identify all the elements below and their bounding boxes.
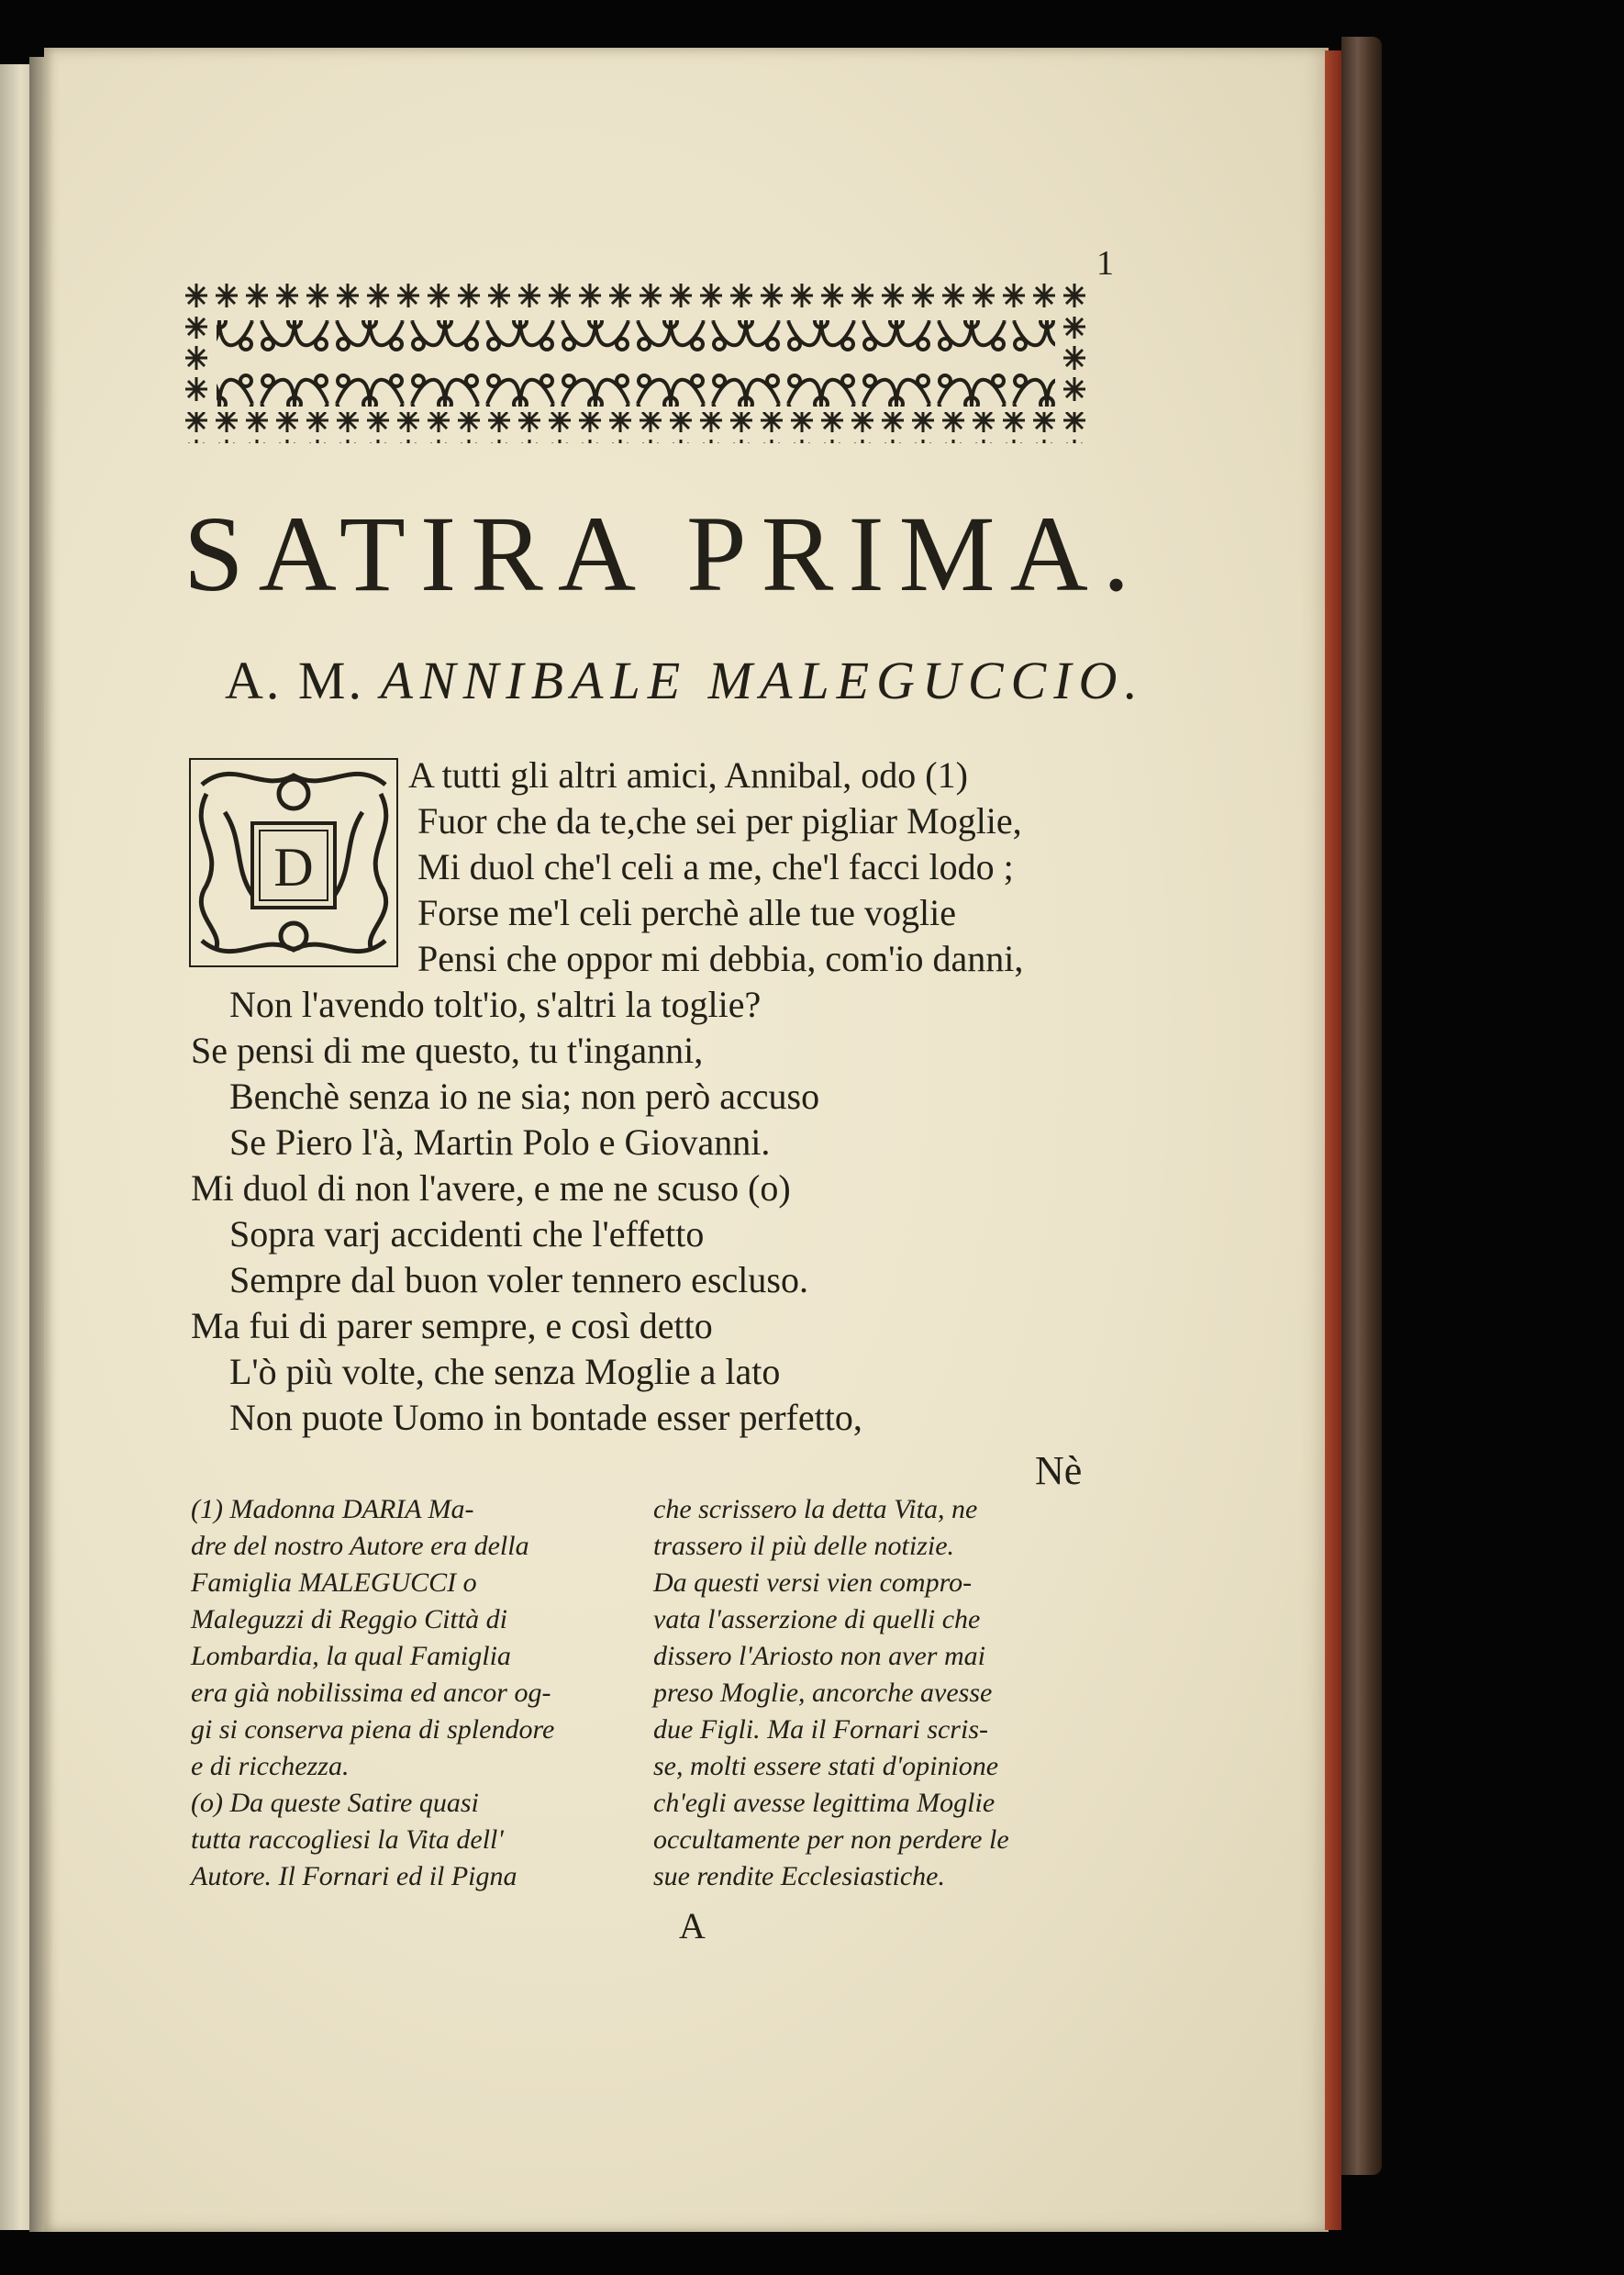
verse-line: Non l'avendo tolt'io, s'altri la toglie? <box>229 984 762 1025</box>
footnote-line: Maleguzzi di Reggio Città di <box>191 1604 507 1634</box>
footnote-line: dre del nostro Autore era della <box>191 1531 529 1561</box>
book-cover-edge <box>1341 37 1382 2175</box>
dedication <box>225 650 1145 711</box>
page-title: SATIRA PRIMA. <box>184 494 1145 614</box>
footnote-line: Autore. Il Fornari ed il Pigna <box>191 1861 517 1891</box>
verse-line: Non puote Uomo in bontade esser perfetto, <box>229 1397 862 1438</box>
verse-line: Forse me'l celi perchè alle tue voglie <box>417 892 956 933</box>
footnote-line: ch'egli avesse legittima Moglie <box>653 1788 996 1818</box>
footnote-line: era già nobilissima ed ancor og- <box>191 1678 551 1708</box>
verse-line: Pensi che oppor mi debbia, com'io danni, <box>417 938 1024 979</box>
footnote-line: (o) Da queste Satire quasi <box>191 1788 479 1818</box>
footnote-line: Famiglia MALEGUCCI o <box>191 1567 477 1598</box>
footnote-line: dissero l'Ariosto non aver mai <box>653 1641 985 1671</box>
footnote-line: preso Moglie, ancorche avesse <box>653 1678 993 1708</box>
footnote-line: due Figli. Ma il Fornari scris- <box>653 1714 988 1745</box>
footnote-line: Lombardia, la qual Famiglia <box>191 1641 511 1671</box>
verse-line: Benchè senza io ne sia; non però accuso <box>229 1076 820 1117</box>
verse-line: L'ò più volte, che senza Moglie a lato <box>229 1351 781 1392</box>
page-number: 1 <box>1096 244 1114 283</box>
drop-cap-letter: D <box>273 837 314 898</box>
footnote-line: trassero il più delle notizie. <box>653 1531 955 1561</box>
dedication-name: ANNIBALE MALEGUCCIO. <box>380 651 1145 710</box>
signature-mark: A <box>679 1905 706 1946</box>
footnote-line: occultamente per non perdere le <box>653 1824 1009 1855</box>
footnote-line: se, molti essere stati d'opinione <box>653 1751 999 1781</box>
verse-line: Sopra varj accidenti che l'effetto <box>229 1213 705 1255</box>
page-edge <box>1325 50 1341 2230</box>
verse-line: Sempre dal buon voler tennero escluso. <box>229 1259 808 1300</box>
footnote-line: gi si conserva piena di splendore <box>191 1714 555 1745</box>
verse-line: Fuor che da te,che sei per pigliar Moglie, <box>417 800 1022 842</box>
verse-line: Mi duol che'l celi a me, che'l facci lodo ; <box>417 846 1014 887</box>
ornamental-headpiece <box>182 280 1090 443</box>
footnote-line: Da questi versi vien compro- <box>653 1567 973 1598</box>
footnote-line: sue rendite Ecclesiastiche. <box>653 1861 945 1891</box>
verse-line: Se Piero l'à, Martin Polo e Giovanni. <box>229 1121 771 1163</box>
dedication-prefix: A. M. <box>225 651 364 710</box>
verse-line: Mi duol di non l'avere, e me ne scuso (o) <box>191 1167 791 1209</box>
footnote-line: vata l'asserzione di quelli che <box>653 1604 981 1634</box>
verse-line: Se pensi di me questo, tu t'inganni, <box>191 1030 704 1071</box>
verse-line: A tutti gli altri amici, Annibal, odo (1) <box>408 754 968 796</box>
footnote-line: e di ricchezza. <box>191 1751 350 1781</box>
catchword: Nè <box>1035 1448 1083 1493</box>
drop-cap-initial <box>188 757 399 968</box>
footnote-line: (1) Madonna DARIA Ma- <box>191 1494 474 1524</box>
verse-line: Ma fui di parer sempre, e così detto <box>191 1305 713 1346</box>
footnote-line: che scrissero la detta Vita, ne <box>653 1494 978 1524</box>
footnotes-right-column <box>653 1491 1009 1895</box>
footnotes-left-column <box>191 1491 554 1895</box>
footnote-line: tutta raccogliesi la Vita dell' <box>191 1824 504 1855</box>
